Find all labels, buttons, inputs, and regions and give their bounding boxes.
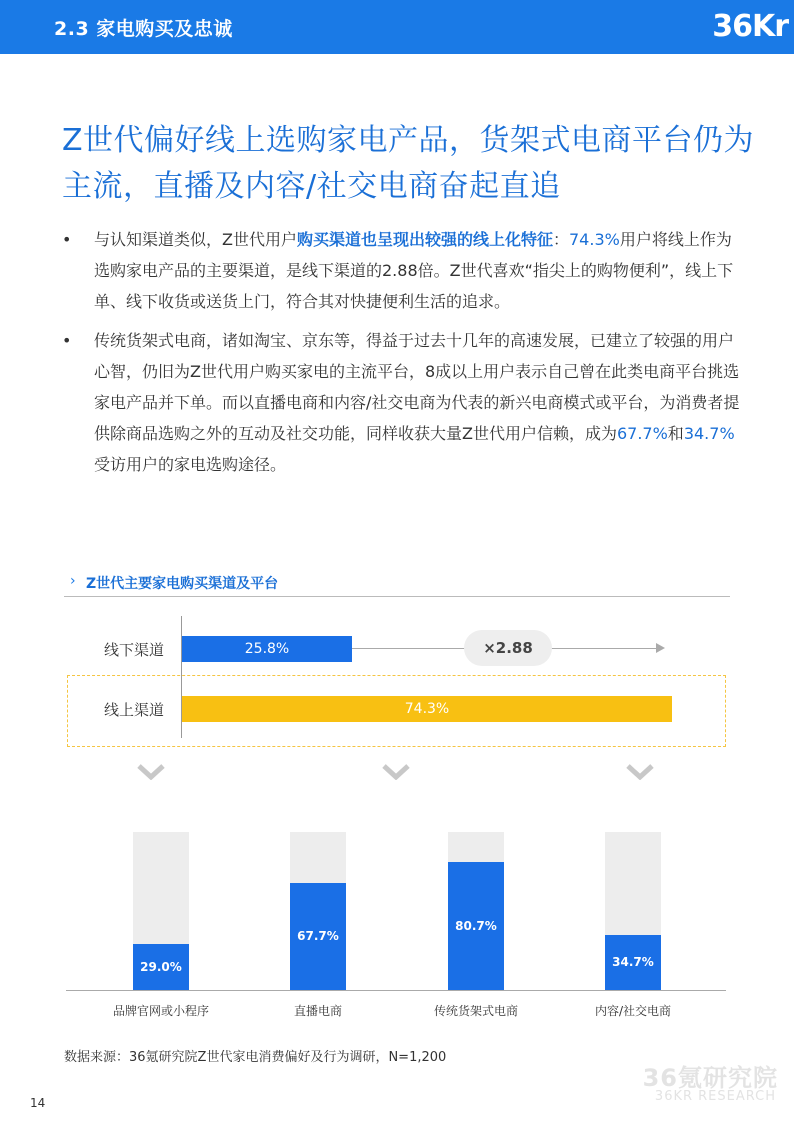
chevron-down-icon	[382, 764, 410, 780]
chevron-down-icon	[626, 764, 654, 780]
bar-brand-site: 29.0%	[133, 944, 189, 990]
bullet-item	[62, 325, 742, 480]
bullet-text: 用户将线上作为选购家电产品的主要渠道，是线下渠道的2.88倍。Z世代喜欢“指尖上的购物便利”，线上下单、线下收货或送货上门，符合其对快捷便利生活的追求。	[94, 230, 734, 311]
bullet-dot-icon: •	[62, 230, 72, 249]
page-number: 14	[30, 1096, 46, 1110]
watermark-cn: 36氪研究院	[642, 1064, 778, 1092]
category-label: 线下渠道	[104, 641, 165, 659]
bar-track	[448, 832, 504, 990]
bar-track	[290, 832, 346, 990]
category-label: 内容/社交电商	[594, 1004, 672, 1018]
bullet-text: 和	[667, 424, 684, 443]
bullet-number: 74.3%	[569, 230, 620, 249]
arrow-right-icon	[656, 643, 665, 653]
ratio-badge: ×2.88	[464, 630, 552, 666]
bar-track	[605, 832, 661, 990]
bullet-number: 67.7%	[616, 424, 668, 443]
bar-social-commerce: 34.7%	[605, 935, 661, 990]
bullet-dot-icon: •	[62, 331, 72, 350]
section-title: 2.3 家电购买及忠诚	[54, 18, 233, 40]
chart-title-bar	[64, 572, 730, 597]
bar-track	[133, 832, 189, 990]
watermark-en: 36KR RESEARCH	[654, 1089, 776, 1104]
bar-shelf-ecommerce: 80.7%	[448, 862, 504, 990]
chart-baseline	[66, 990, 726, 991]
brand-logo: 36Kr	[712, 9, 788, 44]
data-source-note: 数据来源：36氪研究院Z世代家电消费偏好及行为调研，N=1,200	[64, 1050, 447, 1065]
chart-title: Z世代主要家电购买渠道及平台	[86, 576, 279, 592]
header-bar	[0, 0, 794, 54]
bullet-emphasis: 购买渠道也呈现出较强的线上化特征	[296, 230, 553, 249]
bullet-text: ：	[552, 230, 569, 249]
category-label: 线上渠道	[104, 701, 165, 719]
page-headline: Z世代偏好线上选购家电产品，货架式电商平台仍为主流，直播及内容/社交电商奋起直追	[62, 123, 755, 204]
category-label: 品牌官网或小程序	[112, 1004, 209, 1018]
bullet-text: 受访用户的家电选购途径。	[94, 455, 287, 474]
bar-live-commerce: 67.7%	[290, 883, 346, 990]
chevron-down-icon	[137, 764, 165, 780]
category-label: 直播电商	[293, 1004, 342, 1018]
bullet-number: 34.7%	[683, 424, 735, 443]
chevron-right-icon: ›	[70, 573, 76, 589]
bullet-text: 与认知渠道类似，Z世代用户	[94, 230, 297, 249]
bullet-text: 传统货架式电商，诸如淘宝、京东等，得益于过去十几年的高速发展，已建立了较强的用户心智，仍旧为Z世代用户购买家电的主流平台，8成以上用户表示自己曾在此类电商平台挑选家电产品并下单。而以直播电商和内容/社交电商为代表的新兴电商模式或平台，为消费者提供除商品选购之外的互动及社交功能，同样收获大量Z世代用户信赖，成为	[94, 331, 740, 443]
bar-online: 74.3%	[182, 696, 672, 722]
bullet-list	[62, 224, 742, 488]
bullet-item	[62, 224, 742, 317]
bar-offline: 25.8%	[182, 636, 352, 662]
category-label: 传统货架式电商	[433, 1004, 518, 1018]
